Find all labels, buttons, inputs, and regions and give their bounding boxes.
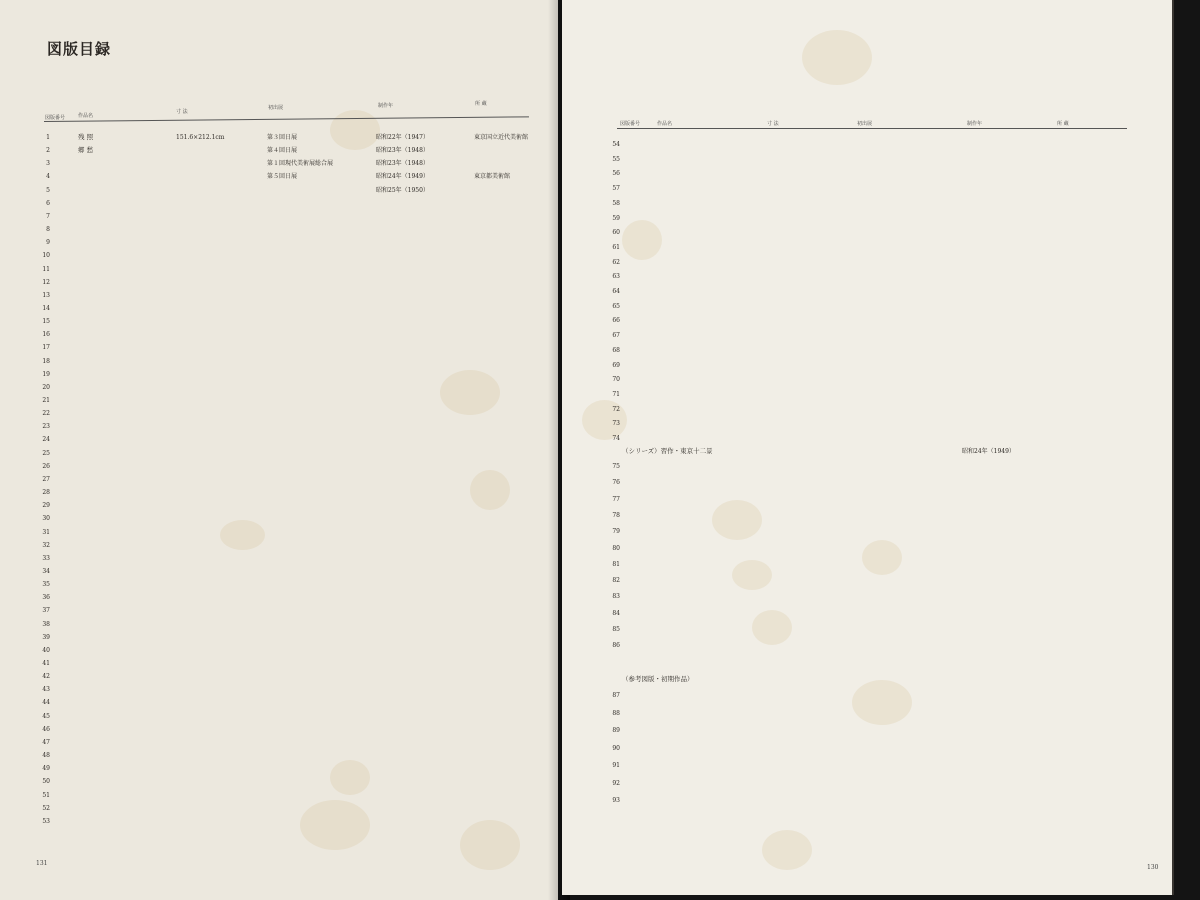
cell-number: 21 — [42, 397, 50, 404]
table-row — [562, 138, 1162, 151]
table-row — [0, 526, 540, 539]
table-row — [0, 512, 540, 525]
cell-number: 38 — [42, 620, 50, 628]
cell-year: 昭和25年（1950） — [376, 186, 429, 194]
cell-number: 2 — [46, 147, 50, 155]
table-row — [562, 432, 1162, 445]
table-row — [562, 639, 1162, 652]
table-row — [0, 723, 540, 736]
series-section-year: 昭和24年（1949） — [962, 448, 1015, 455]
cell-number: 79 — [612, 528, 620, 536]
cell-number: 7 — [46, 212, 50, 220]
cell-number: 42 — [42, 673, 50, 681]
table-row — [562, 590, 1162, 603]
table-row — [562, 558, 1162, 571]
cell-number: 29 — [42, 502, 50, 510]
cell-number: 83 — [612, 593, 620, 601]
cell-number: 73 — [612, 420, 620, 428]
table-row — [0, 460, 540, 473]
cell-number: 53 — [42, 817, 50, 825]
table-row — [0, 381, 540, 394]
table-row — [562, 493, 1162, 506]
table-row — [0, 341, 540, 354]
table-row — [562, 329, 1162, 342]
table-row — [562, 300, 1162, 313]
header-size-right: 寸 法 — [767, 121, 779, 127]
table-row — [562, 460, 1162, 473]
cell-number: 49 — [42, 765, 50, 773]
table-row — [0, 696, 540, 709]
table-row — [0, 328, 540, 341]
cell-number: 13 — [42, 291, 50, 299]
cell-number: 36 — [42, 594, 50, 602]
cell-title: 残 照 — [78, 133, 94, 141]
cell-number: 59 — [612, 214, 620, 222]
table-row — [562, 777, 1162, 790]
table-row — [562, 759, 1162, 772]
header-owner-right: 所 蔵 — [1057, 121, 1069, 127]
table-row — [0, 197, 540, 210]
table-row — [0, 473, 540, 486]
cell-number: 27 — [42, 475, 50, 483]
cell-number: 37 — [42, 607, 50, 615]
table-row — [0, 749, 540, 762]
cell-number: 61 — [612, 243, 620, 251]
cell-number: 44 — [42, 699, 50, 707]
cell-number: 41 — [42, 660, 50, 667]
cell-title: 郷 愁 — [78, 146, 94, 155]
cell-number: 33 — [42, 554, 50, 562]
cell-number: 75 — [612, 463, 620, 470]
header-year-right: 制作年 — [967, 121, 983, 127]
table-row — [562, 403, 1162, 416]
table-row — [0, 407, 540, 420]
table-row — [0, 644, 540, 657]
header-no: 図版番号 — [45, 115, 66, 121]
table-row — [0, 631, 540, 644]
cell-number: 22 — [42, 410, 50, 418]
cell-number: 11 — [42, 265, 50, 273]
table-row — [0, 683, 540, 696]
table-row — [562, 359, 1162, 372]
cell-number: 74 — [612, 435, 620, 442]
cell-number: 31 — [42, 528, 50, 536]
reference-section-label: （参考図版・初期作品） — [622, 675, 694, 683]
table-row — [562, 794, 1162, 807]
table-row — [0, 210, 540, 223]
table-row — [562, 509, 1162, 522]
table-row — [0, 223, 540, 236]
cell-number: 84 — [612, 609, 620, 617]
cell-number: 34 — [42, 567, 50, 575]
header-exhibit-right: 初出展 — [857, 121, 873, 127]
table-row — [0, 736, 540, 749]
right-page-number: 130 — [1147, 864, 1159, 871]
cell-number: 76 — [612, 479, 620, 487]
cell-number: 45 — [42, 712, 50, 720]
cell-number: 68 — [612, 346, 620, 354]
cell-size: 151.6×212.1cm — [176, 134, 225, 141]
cell-number: 25 — [42, 449, 50, 457]
cell-number: 64 — [612, 288, 620, 295]
table-row — [0, 789, 540, 802]
cell-number: 20 — [42, 383, 50, 391]
cell-number: 24 — [42, 436, 50, 444]
cell-number: 90 — [612, 744, 620, 752]
header-title-right: 作品名 — [657, 121, 673, 127]
table-row — [0, 578, 540, 591]
cell-number: 40 — [42, 646, 50, 654]
cell-number: 35 — [42, 581, 50, 589]
table-row — [0, 775, 540, 788]
table-row — [562, 607, 1162, 620]
cell-number: 5 — [46, 186, 50, 194]
cell-number: 85 — [612, 626, 620, 633]
cell-number: 58 — [612, 199, 620, 207]
table-row — [0, 131, 540, 144]
cell-number: 30 — [42, 515, 50, 523]
table-row — [562, 153, 1162, 166]
table-row — [562, 388, 1162, 401]
cell-number: 80 — [612, 544, 620, 552]
left-page — [0, 0, 558, 900]
header-rule — [44, 116, 529, 122]
cell-number: 8 — [46, 226, 50, 234]
cell-exhibit: 第５回日展 — [267, 173, 298, 181]
table-row — [0, 144, 540, 157]
cell-number: 93 — [612, 797, 620, 804]
cell-number: 54 — [612, 141, 620, 148]
cell-number: 32 — [42, 541, 50, 549]
cell-number: 88 — [612, 709, 620, 717]
table-row — [562, 167, 1162, 180]
table-row — [0, 394, 540, 407]
page-title: 図版目録 — [47, 40, 112, 58]
cell-number: 65 — [612, 302, 620, 310]
cell-number: 1 — [46, 134, 50, 141]
left-page-number: 131 — [36, 860, 48, 867]
cell-number: 52 — [42, 804, 50, 812]
cell-number: 51 — [42, 791, 50, 799]
cell-number: 86 — [612, 642, 620, 650]
header-year: 制作年 — [378, 103, 394, 109]
cell-number: 63 — [612, 273, 620, 281]
table-row — [0, 670, 540, 683]
table-row — [562, 314, 1162, 327]
cell-number: 6 — [46, 199, 50, 207]
table-row — [562, 689, 1162, 702]
table-row — [0, 710, 540, 723]
cell-number: 72 — [612, 405, 620, 413]
header-exhibit: 初出展 — [268, 105, 284, 111]
table-row — [562, 525, 1162, 538]
cell-number: 56 — [612, 170, 620, 178]
cell-number: 23 — [42, 423, 50, 431]
cell-exhibit: 第４回日展 — [267, 147, 298, 155]
right-page — [562, 0, 1174, 895]
cell-number: 78 — [612, 511, 620, 519]
cell-number: 60 — [612, 229, 620, 237]
cell-number: 89 — [612, 727, 620, 734]
cell-number: 77 — [612, 495, 620, 503]
cell-number: 17 — [42, 344, 50, 352]
table-row — [562, 574, 1162, 587]
table-row — [562, 417, 1162, 430]
cell-number: 91 — [612, 762, 620, 769]
table-row — [0, 657, 540, 670]
cell-number: 4 — [46, 173, 50, 181]
table-row — [0, 184, 540, 197]
table-row — [0, 565, 540, 578]
cell-number: 87 — [612, 692, 620, 699]
cell-year: 昭和24年（1949） — [376, 173, 429, 181]
table-row — [0, 802, 540, 815]
table-row — [0, 368, 540, 381]
cell-number: 39 — [42, 633, 50, 641]
cell-number: 66 — [612, 317, 620, 325]
cell-number: 57 — [612, 185, 620, 193]
cell-exhibit: 第１回現代美術展総合展 — [267, 160, 334, 168]
table-row — [562, 724, 1162, 737]
cell-number: 15 — [42, 318, 50, 326]
table-row — [0, 815, 540, 828]
cell-number: 14 — [42, 304, 50, 312]
table-row — [0, 420, 540, 433]
table-row — [562, 742, 1162, 755]
table-row — [0, 499, 540, 512]
table-row — [562, 542, 1162, 555]
table-row — [562, 270, 1162, 283]
table-row — [0, 157, 540, 170]
series-section-label: （シリーズ）習作・東京十二景 — [622, 447, 713, 455]
cell-owner: 東京国立近代美術館 — [474, 134, 529, 141]
cell-number: 3 — [46, 160, 50, 168]
table-row — [562, 707, 1162, 720]
cell-number: 46 — [42, 725, 50, 733]
cell-number: 62 — [612, 258, 620, 266]
table-row — [0, 249, 540, 262]
table-row — [562, 476, 1162, 489]
cell-number: 47 — [42, 738, 50, 746]
table-row — [0, 552, 540, 565]
cell-number: 71 — [612, 390, 620, 398]
table-row — [0, 263, 540, 276]
cell-year: 昭和22年（1947） — [376, 134, 429, 141]
cell-number: 92 — [612, 779, 620, 787]
table-row — [562, 285, 1162, 298]
cell-number: 81 — [612, 560, 620, 568]
table-row — [0, 762, 540, 775]
table-row — [0, 604, 540, 617]
header-title: 作品名 — [78, 113, 94, 119]
table-row — [0, 539, 540, 552]
cell-number: 69 — [612, 361, 620, 369]
header-no-right: 図版番号 — [620, 121, 641, 127]
cell-number: 12 — [42, 278, 50, 286]
table-row — [0, 315, 540, 328]
table-row — [562, 344, 1162, 357]
cell-number: 50 — [42, 778, 50, 786]
cell-number: 48 — [42, 752, 50, 760]
table-row — [0, 236, 540, 249]
table-row — [0, 433, 540, 446]
table-row — [0, 618, 540, 631]
table-row — [562, 623, 1162, 636]
header-owner: 所 蔵 — [475, 101, 487, 107]
cell-number: 16 — [42, 331, 50, 339]
table-row — [0, 591, 540, 604]
cell-owner: 東京都美術館 — [474, 173, 511, 181]
cell-number: 43 — [42, 686, 50, 694]
cell-year: 昭和23年（1948） — [376, 147, 429, 155]
cell-exhibit: 第３回日展 — [267, 134, 298, 141]
cell-number: 10 — [42, 252, 50, 260]
table-row — [562, 197, 1162, 210]
cell-number: 28 — [42, 489, 50, 497]
cell-year: 昭和23年（1948） — [376, 160, 429, 168]
table-row — [562, 241, 1162, 254]
cell-number: 55 — [612, 155, 620, 163]
table-row — [0, 447, 540, 460]
table-row — [562, 373, 1162, 386]
cell-number: 82 — [612, 577, 620, 585]
table-row — [562, 182, 1162, 195]
table-row — [0, 486, 540, 499]
table-row — [0, 302, 540, 315]
table-row — [0, 355, 540, 368]
cell-number: 26 — [42, 462, 50, 470]
table-row — [0, 276, 540, 289]
cell-number: 19 — [42, 370, 50, 378]
table-row — [0, 170, 540, 183]
table-row — [562, 212, 1162, 225]
cell-number: 18 — [42, 357, 50, 365]
cell-number: 9 — [46, 239, 50, 247]
cell-number: 70 — [612, 376, 620, 384]
header-size: 寸 法 — [176, 109, 188, 115]
table-row — [0, 289, 540, 302]
header-rule-right — [617, 128, 1127, 129]
table-row — [562, 256, 1162, 269]
cell-number: 67 — [612, 332, 620, 340]
table-row — [562, 226, 1162, 239]
